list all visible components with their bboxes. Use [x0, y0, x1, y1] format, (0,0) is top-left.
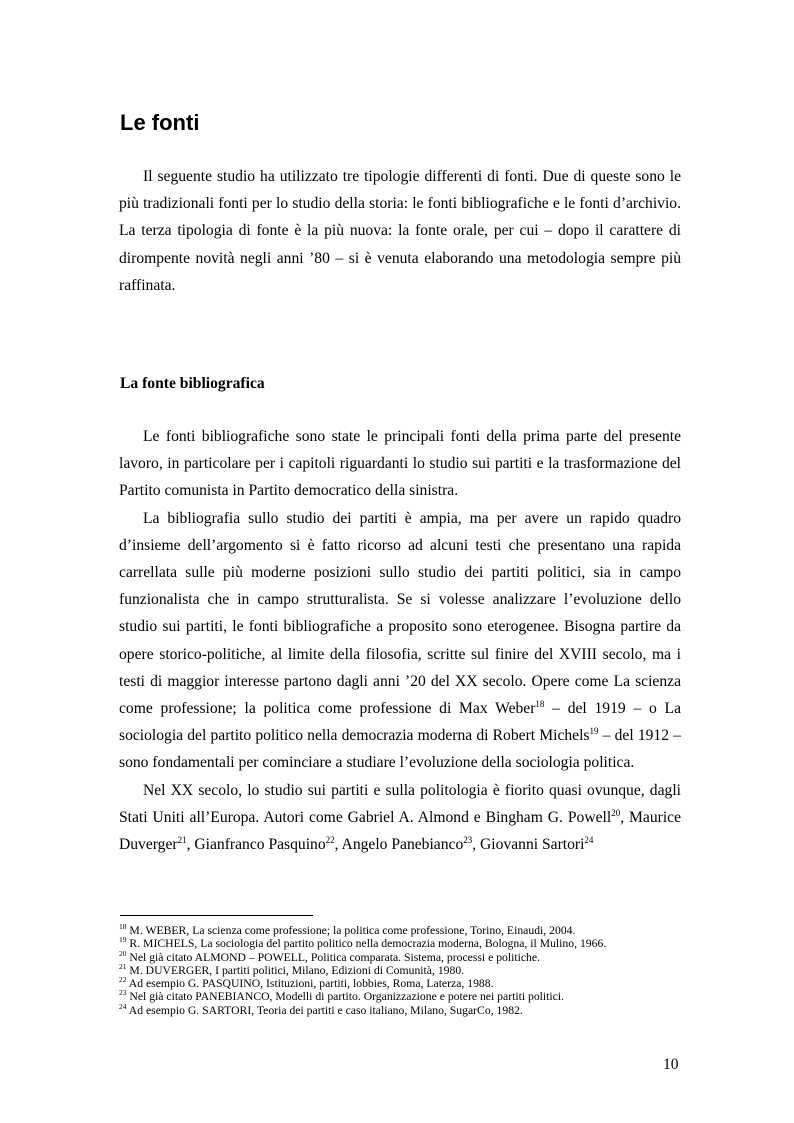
footnote	[119, 924, 681, 937]
paragraph-3-text-d: , Angelo Panebianco	[334, 836, 464, 854]
footnote-ref-20: 20	[611, 807, 621, 818]
paragraph-3-text-b: , Maurice Duverger	[119, 808, 681, 854]
paragraph-3-text-e: , Giovanni Sartori	[472, 836, 585, 854]
footnote-separator	[120, 915, 313, 916]
footnote-number: 19	[119, 935, 127, 945]
paragraph-3-text-c: , Gianfranco Pasquino	[186, 836, 326, 854]
paragraph-1: Le fonti bibliografiche sono state le principali fonti della prima parte del presente lavoro, in particolare per i capitoli riguardanti lo studio sui partiti e la trasformazione del Partito comunista in Partito democratico della sinistra.	[119, 428, 681, 500]
paragraph-2	[119, 505, 681, 777]
footnote-ref-18: 18	[535, 698, 545, 709]
paragraph-3	[119, 777, 681, 859]
section-heading: La fonte bibliografica	[120, 375, 265, 392]
footnote-number: 20	[119, 948, 127, 958]
footnote-number: 24	[119, 1001, 127, 1011]
footnote-number: 22	[119, 975, 127, 985]
footnote	[119, 1001, 681, 1017]
footnote-text: M. DUVERGER, I partiti politici, Milano, Edizioni di Comunità, 1980.	[126, 963, 465, 977]
page-title: Le fonti	[120, 110, 200, 135]
footnote-number: 18	[119, 922, 127, 932]
footnote-text: Ad esempio G. PASQUINO, Istituzioni, partiti, lobbies, Roma, Laterza, 1988.	[126, 977, 494, 991]
footnote-ref-23: 23	[463, 834, 473, 845]
page-number: 10	[663, 1056, 679, 1073]
footnote-ref-19: 19	[589, 726, 599, 737]
footnotes	[119, 924, 681, 1017]
footnote-ref-24: 24	[584, 834, 594, 845]
footnote	[119, 964, 681, 977]
footnote	[119, 948, 681, 964]
footnote-ref-21: 21	[177, 834, 187, 845]
footnote	[119, 977, 681, 990]
footnote	[119, 937, 681, 950]
footnote-text: R. MICHELS, La sociologia del partito politico nella democrazia moderna, Bologna, il Mulino, 1966.	[126, 937, 607, 951]
paragraph-2-text-c: – del 1912 – sono fondamentali per cominciare a studiare l’evoluzione della sociologia politica.	[119, 727, 681, 772]
footnote-text: Nel già citato PANEBIANCO, Modelli di partito. Organizzazione e potere nei partiti politici.	[126, 990, 565, 1004]
paragraph-3-text-a: Nel XX secolo, lo studio sui partiti e sulla politologia è fiorito quasi ovunque, dagli Stati Uniti all’Europa. Autori come Gabriel A. Almond e Bingham G. Powell	[119, 781, 681, 826]
paragraph-2-text-a: La bibliografia sullo studio dei partiti è ampia, ma per avere un rapido quadro d’insieme dell’argomento si è fatto ricorso ad alcuni testi che presentano una rapida carrellata sulle più moderne posizioni sullo studio dei partiti politici, sia in campo funzionalista che in campo strutturalista. Se si volesse analizzare l’evoluzione dello studio sui partiti, le fonti bibliografiche a proposito sono eterogenee. Bisogna partire da opere storico-politiche, al limite della filosofia, scritte sul finire del XVIII secolo, ma i testi di maggior interesse partono dagli anni ’20 del XX secolo. Opere come La scienza come professione; la politica come professione di Max Weber	[119, 509, 681, 718]
intro-paragraph: Il seguente studio ha utilizzato tre tipologie differenti di fonti. Due di queste sono le più tradizionali fonti per lo studio della storia: le fonti bibliografiche e le fonti d’archivio. La terza tipologia di fonte è la più nuova: la fonte orale, per cui – dopo il carattere di dirompente novità negli anni ’80 – si è venuta elaborando una metodologia sempre più raffinata.	[119, 168, 681, 294]
footnote-number: 21	[119, 962, 127, 971]
footnote-ref-22: 22	[325, 834, 335, 845]
footnote-number: 23	[119, 988, 127, 998]
paragraph-2-text-b: – del 1919 – o La sociologia del partito politico nella democrazia moderna di Robert Michels	[119, 700, 681, 745]
footnote-text: Nel già citato ALMOND – POWELL, Politica comparata. Sistema, processi e politiche.	[126, 950, 541, 964]
footnote-text: Ad esempio G. SARTORI, Teoria dei partiti e caso italiano, Milano, SugarCo, 1982.	[126, 1003, 523, 1017]
intro-block	[119, 163, 681, 299]
footnote-text: M. WEBER, La scienza come professione; la politica come professione, Torino, Einaudi, 2004.	[126, 924, 576, 937]
footnote	[119, 990, 681, 1003]
section-body	[119, 423, 681, 858]
